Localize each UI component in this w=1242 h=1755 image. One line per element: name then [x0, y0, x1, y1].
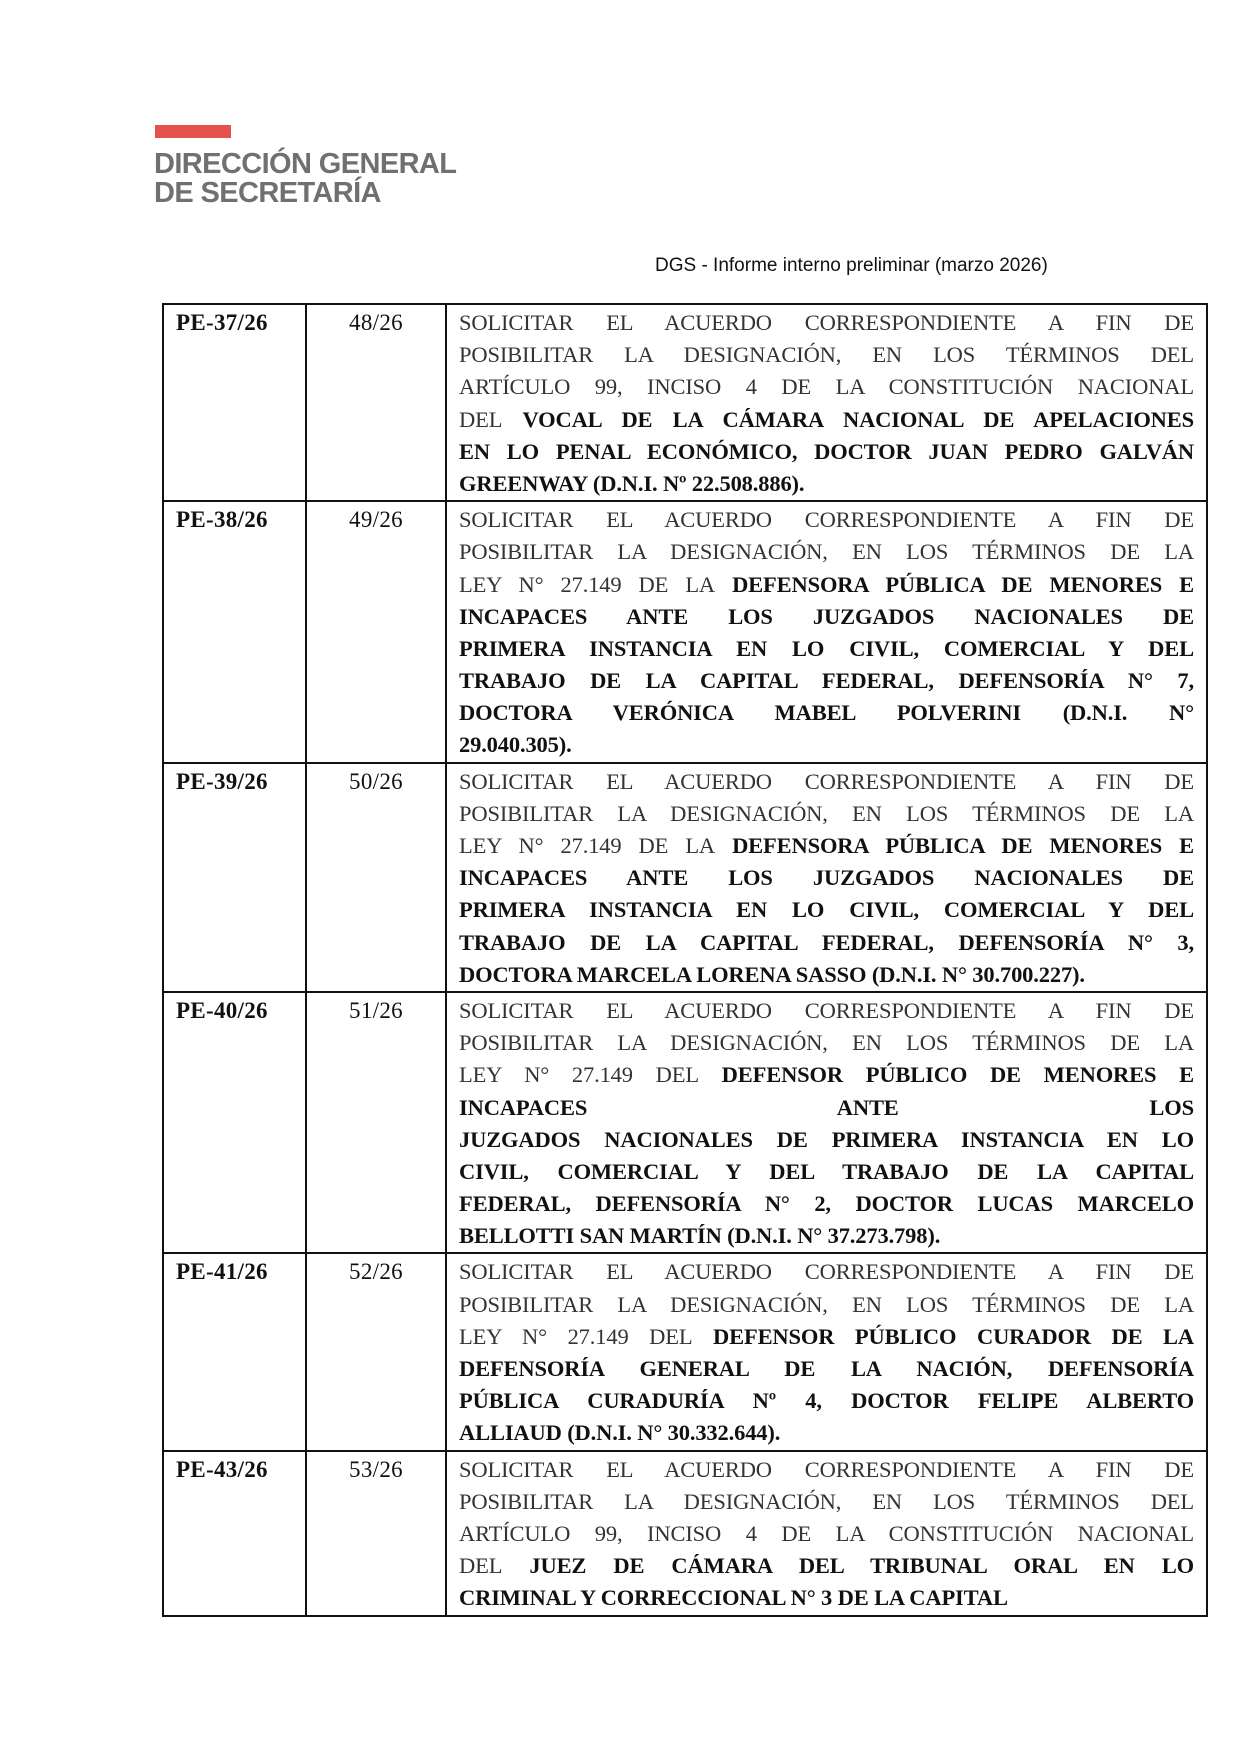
cell-message-number	[306, 1253, 446, 1450]
description-text	[447, 764, 1206, 991]
file-id: PE-37/26	[176, 310, 268, 335]
text-segment: ARTÍCULO 99, INCISO 4 DE LA CONSTITUCIÓN NACIONAL	[459, 1520, 1194, 1546]
cell-message-number	[306, 763, 446, 992]
bold-text-segment: CRIMINAL Y CORRECCIONAL N° 3 DE LA CAPITAL	[459, 1585, 1008, 1611]
text-segment: SOLICITAR EL ACUERDO CORRESPONDIENTE A FIN DE	[459, 310, 1194, 335]
bold-text-segment: PRIMERA INSTANCIA EN LO CIVIL, COMERCIAL Y DEL	[459, 897, 1194, 923]
table-row	[163, 1451, 1207, 1616]
text-segment: SOLICITAR EL ACUERDO CORRESPONDIENTE A FIN DE	[459, 768, 1194, 794]
cell-description	[446, 1451, 1207, 1616]
description-line	[459, 927, 1194, 959]
bold-text-segment: VOCAL DE LA CÁMARA NACIONAL DE APELACIONES	[522, 406, 1194, 432]
description-line	[459, 995, 1194, 1027]
bold-text-segment: BELLOTTI SAN MARTÍN (D.N.I. N° 37.273.798).	[459, 1223, 941, 1249]
cell-description	[446, 304, 1207, 501]
designations-table	[162, 303, 1208, 1617]
bold-text-segment: CIVIL, COMERCIAL Y DEL TRABAJO DE LA CAPITAL	[459, 1158, 1194, 1184]
text-segment: POSIBILITAR LA DESIGNACIÓN, EN LOS TÉRMINOS DE LA	[459, 539, 1194, 565]
file-id: PE-40/26	[176, 997, 268, 1023]
cell-file-id	[163, 1253, 306, 1450]
cell-description	[446, 763, 1207, 992]
bold-text-segment: ALLIAUD (D.N.I. N° 30.332.644).	[459, 1420, 781, 1446]
cell-description	[446, 992, 1207, 1254]
table-row	[163, 501, 1207, 763]
file-id: PE-39/26	[176, 768, 268, 794]
text-segment: POSIBILITAR LA DESIGNACIÓN, EN LOS TÉRMINOS DE LA	[459, 1030, 1194, 1056]
description-line	[459, 1353, 1194, 1385]
table-row	[163, 304, 1207, 501]
description-line	[459, 894, 1194, 926]
description-text	[447, 305, 1206, 500]
description-line	[459, 504, 1194, 536]
description-line	[459, 1027, 1194, 1059]
file-id: PE-41/26	[176, 1259, 268, 1285]
text-segment: LEY N° 27.149 DEL	[459, 1323, 714, 1349]
description-line	[459, 1289, 1194, 1321]
text-segment: LEY N° 27.149 DE LA	[459, 833, 733, 858]
description-line	[459, 1582, 1194, 1614]
cell-description	[446, 501, 1207, 763]
logo-line-2: DE SECRETARÍA	[154, 177, 381, 209]
description-line	[459, 468, 1194, 500]
cell-message-number	[306, 992, 446, 1254]
description-line	[459, 1321, 1194, 1353]
description-line	[459, 1417, 1194, 1449]
text-segment: POSIBILITAR LA DESIGNACIÓN, EN LOS TÉRMINOS DEL	[459, 342, 1194, 368]
bold-text-segment: JUEZ DE CÁMARA DEL TRIBUNAL ORAL EN LO	[529, 1553, 1194, 1579]
text-segment: LEY N° 27.149 DEL	[459, 1062, 722, 1088]
text-segment: LEY N° 27.149 DE LA	[459, 571, 733, 597]
message-number: 50/26	[349, 768, 403, 794]
bold-text-segment: GREENWAY (D.N.I. Nº 22.508.886).	[459, 470, 805, 496]
description-text	[447, 502, 1206, 762]
bold-text-segment: DOCTORA VERÓNICA MABEL POLVERINI (D.N.I. N°	[459, 700, 1194, 726]
description-line	[459, 1188, 1194, 1220]
text-segment: POSIBILITAR LA DESIGNACIÓN, EN LOS TÉRMINOS DE LA	[459, 1291, 1194, 1317]
report-header: DGS - Informe interno preliminar (marzo 2026)	[655, 255, 1048, 276]
description-line	[459, 436, 1194, 468]
description-line	[459, 569, 1194, 601]
description-line	[459, 1454, 1194, 1486]
logo-line-1: DIRECCIÓN GENERAL	[154, 148, 457, 180]
bold-text-segment: TRABAJO DE LA CAPITAL FEDERAL, DEFENSORÍA N° 7,	[459, 668, 1194, 694]
description-line	[459, 830, 1194, 862]
description-line	[459, 1518, 1194, 1550]
cell-file-id	[163, 304, 306, 501]
description-line	[459, 1256, 1194, 1288]
description-line	[459, 959, 1194, 991]
bold-text-segment: 29.040.305).	[459, 732, 572, 758]
description-text	[447, 1254, 1206, 1449]
bold-text-segment: DEFENSOR PÚBLICO DE MENORES E	[721, 1062, 1194, 1088]
description-line	[459, 307, 1194, 339]
description-text	[447, 1452, 1206, 1615]
message-number: 49/26	[349, 507, 403, 533]
description-line	[459, 339, 1194, 371]
bold-text-segment: DOCTORA MARCELA LORENA SASSO (D.N.I. N° 30.700.227).	[459, 961, 1085, 987]
text-segment: DEL	[459, 406, 523, 432]
cell-message-number	[306, 1451, 446, 1616]
cell-message-number	[306, 304, 446, 501]
bold-text-segment: DEFENSOR PÚBLICO CURADOR DE LA	[713, 1323, 1195, 1349]
table-row	[163, 763, 1207, 992]
description-line	[459, 729, 1194, 761]
cell-file-id	[163, 1451, 306, 1616]
description-line	[459, 1385, 1194, 1417]
description-line	[459, 1220, 1194, 1252]
message-number: 51/26	[349, 997, 403, 1023]
text-segment: DEL	[459, 1553, 530, 1579]
text-segment: SOLICITAR EL ACUERDO CORRESPONDIENTE A FIN DE	[459, 997, 1194, 1023]
description-line	[459, 697, 1194, 729]
message-number: 53/26	[349, 1456, 403, 1482]
description-line	[459, 1550, 1194, 1582]
description-line	[459, 798, 1194, 830]
bold-text-segment: JUZGADOS NACIONALES DE PRIMERA INSTANCIA EN LO	[459, 1126, 1194, 1152]
description-line	[459, 1092, 1194, 1124]
text-segment: POSIBILITAR LA DESIGNACIÓN, EN LOS TÉRMINOS DE LA	[459, 800, 1194, 826]
bold-text-segment: PÚBLICA CURADURÍA Nº 4, DOCTOR FELIPE ALBERTO	[459, 1388, 1194, 1414]
description-text	[447, 993, 1206, 1253]
text-segment: ARTÍCULO 99, INCISO 4 DE LA CONSTITUCIÓN NACIONAL	[459, 374, 1194, 400]
bold-text-segment: TRABAJO DE LA CAPITAL FEDERAL, DEFENSORÍA N° 3,	[459, 929, 1194, 955]
cell-file-id	[163, 992, 306, 1254]
text-segment: SOLICITAR EL ACUERDO CORRESPONDIENTE A FIN DE	[459, 507, 1194, 533]
cell-file-id	[163, 501, 306, 763]
bold-text-segment: DEFENSORA PÚBLICA DE MENORES E	[732, 833, 1194, 858]
description-line	[459, 404, 1194, 436]
organization-logo	[154, 150, 456, 208]
text-segment: POSIBILITAR LA DESIGNACIÓN, EN LOS TÉRMINOS DEL	[459, 1488, 1194, 1514]
text-segment: SOLICITAR EL ACUERDO CORRESPONDIENTE A FIN DE	[459, 1259, 1194, 1285]
cell-file-id	[163, 763, 306, 992]
description-line	[459, 371, 1194, 403]
description-line	[459, 536, 1194, 568]
bold-text-segment: DEFENSORA PÚBLICA DE MENORES E	[732, 571, 1194, 597]
description-line	[459, 1156, 1194, 1188]
description-line	[459, 633, 1194, 665]
bold-text-segment: INCAPACES ANTE LOS JUZGADOS NACIONALES DE	[459, 865, 1194, 891]
bold-text-segment: DEFENSORÍA GENERAL DE LA NACIÓN, DEFENSORÍA	[459, 1356, 1194, 1381]
description-line	[459, 601, 1194, 633]
description-line	[459, 1486, 1194, 1518]
text-segment: SOLICITAR EL ACUERDO CORRESPONDIENTE A FIN DE	[459, 1456, 1194, 1482]
logo-accent-bar	[155, 125, 231, 138]
file-id: PE-43/26	[176, 1456, 268, 1482]
description-line	[459, 862, 1194, 894]
description-line	[459, 766, 1194, 798]
table-row	[163, 992, 1207, 1254]
bold-text-segment: INCAPACES ANTE LOS JUZGADOS NACIONALES DE	[459, 603, 1194, 629]
cell-description	[446, 1253, 1207, 1450]
table-row	[163, 1253, 1207, 1450]
bold-text-segment: EN LO PENAL ECONÓMICO, DOCTOR JUAN PEDRO GALVÁN	[459, 438, 1194, 464]
description-line	[459, 1124, 1194, 1156]
bold-text-segment: INCAPACES ANTE LOS	[459, 1094, 1194, 1120]
message-number: 52/26	[349, 1259, 403, 1285]
description-line	[459, 665, 1194, 697]
file-id: PE-38/26	[176, 507, 268, 533]
bold-text-segment: FEDERAL, DEFENSORÍA N° 2, DOCTOR LUCAS MARCELO	[459, 1191, 1194, 1217]
cell-message-number	[306, 501, 446, 763]
bold-text-segment: PRIMERA INSTANCIA EN LO CIVIL, COMERCIAL Y DEL	[459, 635, 1194, 661]
table-body	[163, 304, 1207, 1616]
description-line	[459, 1059, 1194, 1091]
message-number: 48/26	[349, 310, 403, 335]
